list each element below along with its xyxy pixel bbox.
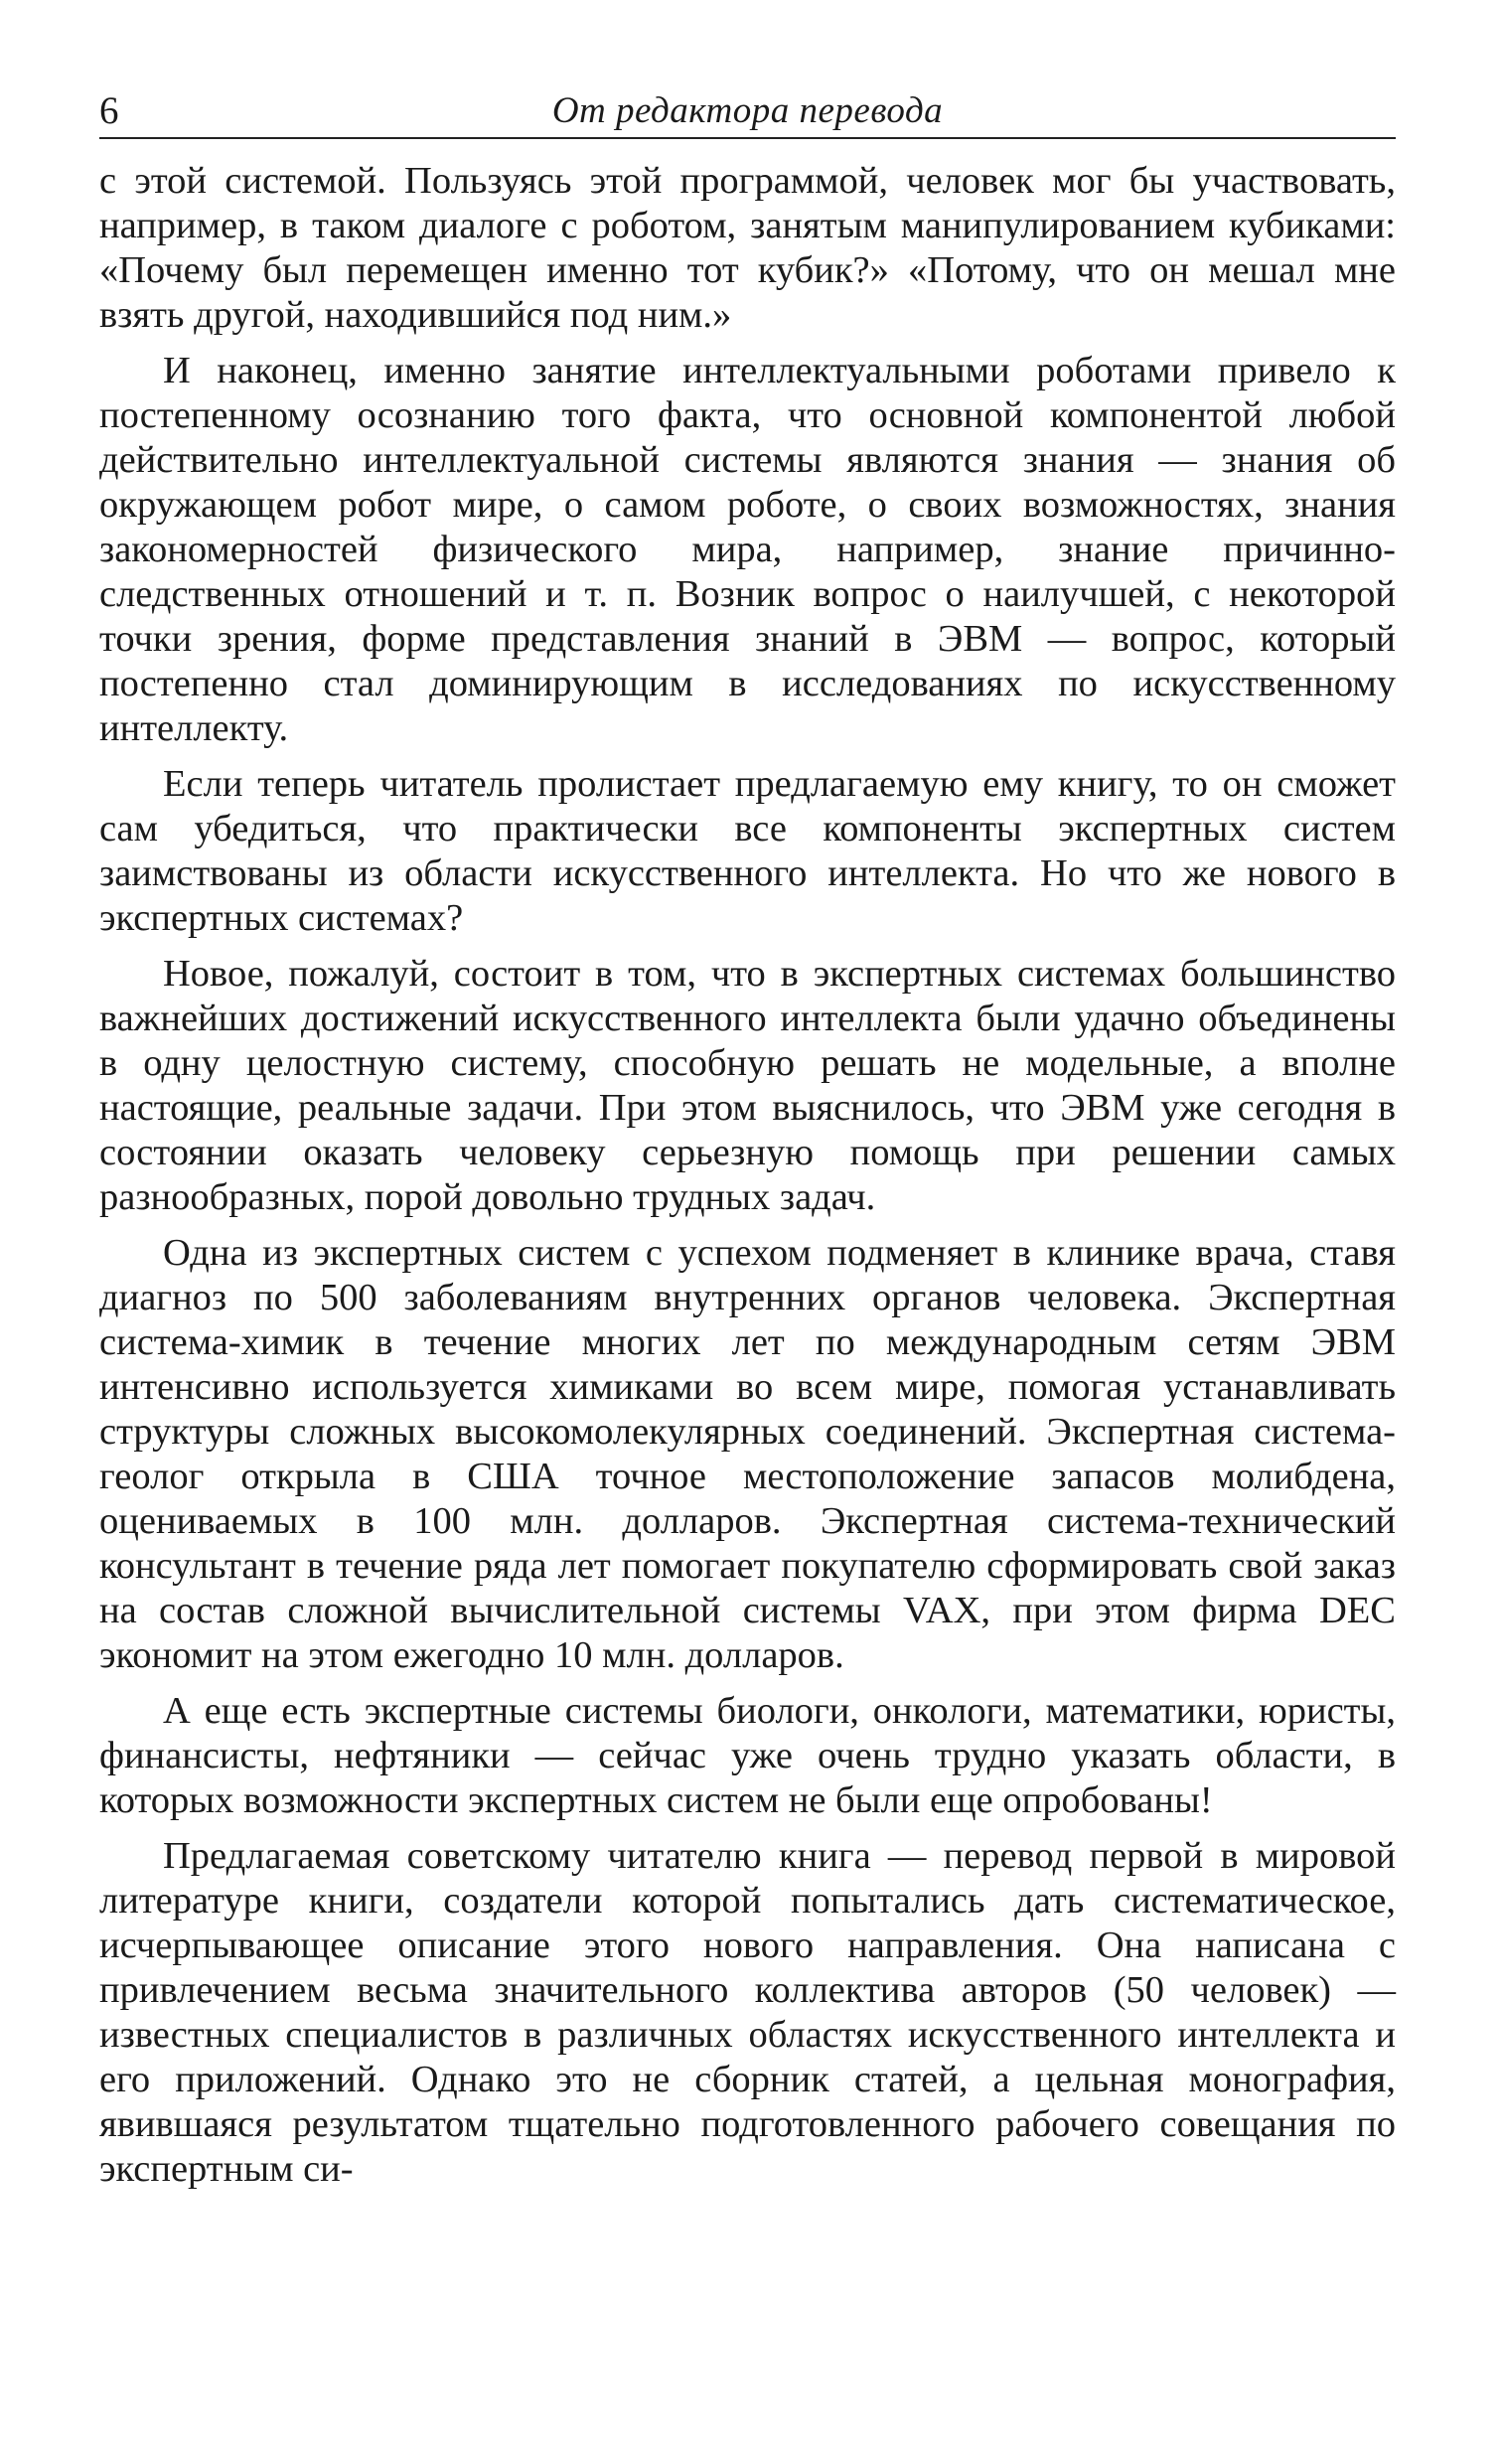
paragraph-knowledge: И наконец, именно занятие интеллектуальными роботами привело к постепенному осознанию того факта, что основной компонентой любой действительно интеллектуальной системы являются знания — знания об окружающем робот мире, о самом роботе, о своих возможностях, знания закономерностей физического мира, например, знание причинно-следственных отношений и т. п. Возник вопрос о наилучшей, с некоторой точки зрения, форме представления знаний в ЭВМ — вопрос, который постепенно стал доминирующим в исследованиях по искусственному интеллекту. <box>99 350 1396 749</box>
paragraph-book-description: Предлагаемая советскому читателю книга — перевод первой в мировой литературе книги, создатели которой попытались дать систематическое, исчерпывающее описание этого нового направления. Она написана с привлечением весьма значительного коллектива авторов (50 человек) — известных специалистов в различных областях искусственного интеллекта и его приложений. Однако это не сборник статей, а цельная монография, явившаяся результатом тщательно подготовленного рабочего совещания по экспертным си- <box>99 1835 1396 2190</box>
running-title: От редактора перевода <box>551 90 944 131</box>
paragraph-book-components: Если теперь читатель пролистает предлагаемую ему книгу, то он сможет сам убедиться, что практически все компоненты экспертных систем заимствованы из области искусственного интеллекта. Но что же нового в экспертных системах? <box>99 763 1396 939</box>
page-number: 6 <box>99 89 119 132</box>
body-text <box>99 159 1396 2192</box>
paragraph-examples: Одна из экспертных систем с успехом подменяет в клинике врача, ставя диагноз по 500 заболеваниям внутренних органов человека. Экспертная система-химик в течение многих лет по международным сетям ЭВМ интенсивно используется химиками во всем мире, помогая устанавливать структуры сложных высокомолекулярных соединений. Экспертная система-геолог открыла в США точное местоположение запасов молибдена, оцениваемых в 100 млн. долларов. Экспертная система-технический консультант в течение ряда лет помогает покупателю сформировать свой заказ на состав сложной вычислительной системы VAX, при этом фирма DEC экономит на этом ежегодно 10 млн. долларов. <box>99 1232 1396 1676</box>
running-header <box>99 85 1396 139</box>
paragraph-whats-new: Новое, пожалуй, состоит в том, что в экспертных системах большинство важнейших достижений искусственного интеллекта были удачно объединены в одну целостную систему, способную решать не модельные, а вполне настоящие, реальные задачи. При этом выяснилось, что ЭВМ уже сегодня в состоянии оказать человеку серьезную помощь при решении самых разнообразных, порой довольно трудных задач. <box>99 953 1396 1218</box>
paragraph-other-domains: А еще есть экспертные системы биологи, онкологи, математики, юристы, финансисты, нефтяники — сейчас уже очень трудно указать области, в которых возможности экспертных систем не были еще опробованы! <box>99 1690 1396 1821</box>
book-page <box>99 85 1396 2203</box>
paragraph-continued: с этой системой. Пользуясь этой программой, человек мог бы участвовать, например, в таком диалоге с роботом, занятым манипулированием кубиками: «Почему был перемещен именно тот кубик?» «Потому, что он мешал мне взять другой, находившийся под ним.» <box>99 160 1396 336</box>
